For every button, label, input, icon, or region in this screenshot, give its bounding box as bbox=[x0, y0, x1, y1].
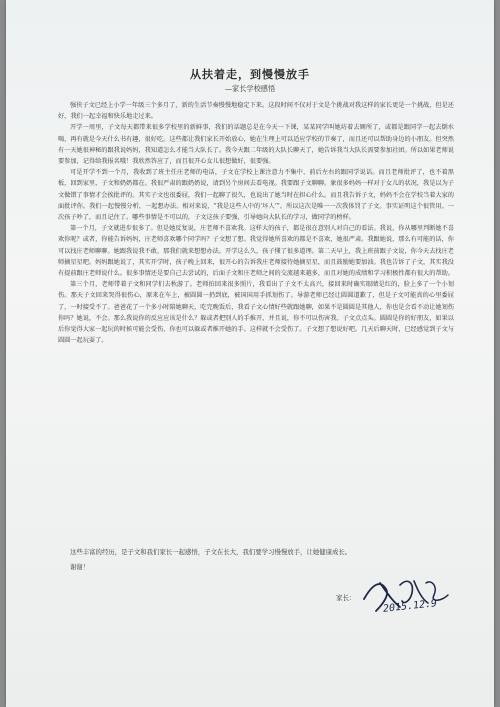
closing-paragraph: 这些丰富的经历，是子文和我们家长一起感悟，子文在长大，我们要学习慢慢放手，让她健康成长。 bbox=[70, 548, 352, 556]
paragraph: 强侠子文已经上小学一年级三个多月了，新的生活节奏慢慢地稳定下来。这段时间不仅对于文是个挑战对我这样的家长更是一个挑战，但是还好，我们一起幸福和快乐地走过来。 bbox=[58, 102, 454, 121]
paragraph: 第三个月，老师带着子文和同学们去秋游了。老师拍回来很多照片，我看出了子文不太高兴，接回来时确实眼睛是红的，脸上多了一个小划伤。那天子文回来哭得很伤心，原来在车上，被圆圆一扔到底，被国国用手抓划伤了。导游老师已经让圆圆道歉了，但是子文可能真的心里委屈了，一时接受不了。爸爸花了一个多小时陪她聊天，吃完晚饭后，我看子文心情好些就跟她聊，如果不是圆圆是其他人，你也是会看不动让她划伤你吗？她说，不会。那么我说你的反应应该是什么？躲或者把别人的手推开，并且说，你不可以伤害我。子文点点头。圆圆是你的好朋友，如果以后你觉得大家一起玩的时候可能会受伤，你也可以躲或者推开她的手。这样就不会受伤了。子文想了想说好吧。几天后聊天时，已经感觉到子文与圆圆一起玩耍了。 bbox=[58, 281, 454, 345]
parent-label: 家长： bbox=[336, 594, 356, 602]
document-body bbox=[58, 100, 454, 346]
thanks-text: 谢谢！ bbox=[70, 563, 90, 571]
paragraph: 可是开学不到一个月，我收到了班主任庄老师的电话，子文在学校上课注意力不集中、前后左右的跟同学说话。而且老师批评了，也不着黑板，回到家里，子文和奶奶都在。我很严肃的跟奶奶说，请到另个房间去看电视。我要跟子文聊聊。象很多妈妈一样对于女儿的状况，我是以为子文做错了事情才会挨批评的。其实子文也很委屈，我们一起聊了很久，也说出了她当时在担心什么。而且我告诉子文，妈妈不会在学校当着大家的面批评你。我们一起慢慢分析，一起想办法。相对来说，“我是这些人中的‘坏人’”。所以这次是唯一一次我体罚了子文。事实证明这个很管用。一次孩子吵了，而且记住了。哪些事情是不可以的，子文这孩子要强，引导她向大队长的学习，做同学的榜样。 bbox=[58, 169, 454, 222]
paragraph: 开学一周里，子文每天都带来很多学校里的新鲜事，我们的话题总是在今天一下课，某某同学叫她坊着去厕所了，或都是跟同学一起去倒水喝，再有就是今天什么书有趣，很好吃。这些都让我们家长开始放心，她在生理上可以适应学校的节奏了，而且还可以帮助身边的小朋友。但突然有一天她很神秘的跟我说妈妈，我知道怎么才能当大队长了。我今天跟二年级的大队长聊天了，她告诉我当大队长需要参加社团。所以如果老师说要参加，记得给我报名哦！我欣然答应了，而且很开心女儿很想做好，很要强。 bbox=[58, 124, 454, 166]
signature-date: 2015.12.9 bbox=[382, 598, 438, 615]
paragraph: 第一个月，子文就进步很多了。但是她反复说，庄老师不喜欢我。这样大的孩子，都是很在意别人对自己的看法。我说，你从哪里判断她不喜欢你呢？或者，你能告诉妈妈，庄老师喜欢哪个同学吗？子文想了想。我觉得她所喜欢的都是不喜欢，她很严肃。我跟她说，那么有可能的话，你可以找庄老师聊聊。她跟我说我不敢，那我们就来想想办法。开学这么久，孩子懂了很多道理。第二天早上，我上班前跟子文说，你今天去找庄老师摘星星吧。妈妈跟她说了，其实开学时，孩子晚上回来，很开心的告诉我庄老师接待她摘星星，而且鼓励她要加油。我也告诉了子文，其实我没有提前跟庄老师说什么。很多事情还是要自己去尝试的，后面子文和庄老师之间的交流越来越多，而且对她的成绩和学习积极性都有很大的帮助。 bbox=[58, 225, 454, 278]
handwritten-signature bbox=[356, 565, 466, 625]
document-subtitle: —家长学校感悟 bbox=[224, 84, 276, 93]
document-page bbox=[6, 0, 494, 707]
document-title: 从扶着走，到慢慢放手 bbox=[190, 68, 310, 81]
